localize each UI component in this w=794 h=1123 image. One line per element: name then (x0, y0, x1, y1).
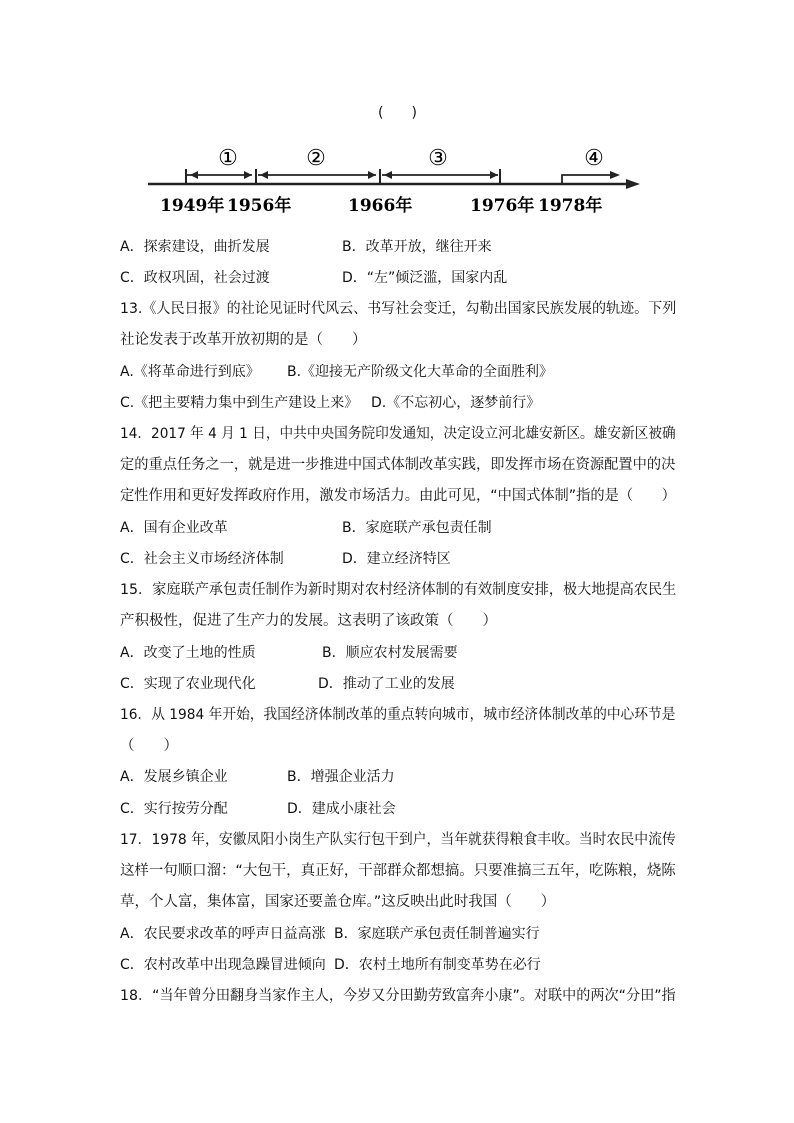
q14-option-b: B．家庭联产承包责任制 (342, 520, 492, 536)
timeline-figure (0, 0, 794, 230)
q17-option-b: B．家庭联产承包责任制普遍实行 (334, 926, 540, 942)
q15-option-c: C．实现了农业现代化 (120, 676, 256, 692)
period-1-left-arrow (190, 171, 198, 179)
q15-option-a: A．改变了土地的性质 (120, 645, 256, 661)
year-label-1956: 1956年 (227, 196, 292, 216)
period-4-span (562, 175, 612, 184)
period-4-label: ④ (584, 146, 604, 171)
q14-option-c: C．社会主义市场经济体制 (120, 551, 284, 567)
q15-stem-line-1: 15．家庭联产承包责任制作为新时期对农村经济体制的有效制度安排，极大地提高农民生 (120, 582, 677, 598)
year-label-1976: 1976年 (470, 196, 535, 216)
q17-stem-line-1: 17．1978 年，安徽凤阳小岗生产队实行包干到户，当年就获得粮食丰收。当时农民中流传 (120, 832, 676, 848)
q16-option-d: D．建成小康社会 (287, 801, 396, 817)
period-3-right-arrow (490, 171, 498, 179)
year-label-1966: 1966年 (348, 196, 413, 216)
period-3-label: ③ (428, 146, 448, 171)
q14-option-a: A．国有企业改革 (120, 520, 228, 536)
period-1-label: ① (218, 146, 238, 171)
q17-option-a: A．农民要求改革的呼声日益高涨 (120, 926, 326, 942)
q13-option-b: B.《迎接无产阶级文化大革命的全面胜利》 (287, 364, 554, 380)
period-2-right-arrow (368, 171, 376, 179)
q13-option-d: D.《不忘初心，逐梦前行》 (371, 395, 541, 411)
q15-stem-line-2: 产积极性，促进了生产力的发展。这表明了该政策（ ） (120, 613, 497, 629)
q12-option-c: C．政权巩固，社会过渡 (120, 270, 270, 286)
q14-option-d: D．建立经济特区 (342, 551, 451, 567)
q17-option-c: C．农村改革中出现急躁冒进倾向 (120, 957, 326, 973)
timeline-axis-arrowhead (626, 179, 640, 189)
q16-option-b: B．增强企业活力 (287, 769, 395, 785)
q12-answer-blank: ( ) (378, 105, 417, 121)
q16-option-c: C．实行按劳分配 (120, 801, 228, 817)
q13-option-c: C.《把主要精力集中到生产建设上来》 (120, 395, 359, 411)
q13-stem-line-1: 13.《人民日报》的社论见证时代风云、书写社会变迁，勾勒出国家民族发展的轨迹。下列 (120, 301, 677, 317)
year-label-1978: 1978年 (538, 196, 603, 216)
q12-option-d: D．“左”倾泛滥，国家内乱 (342, 270, 508, 286)
q15-option-b: B．顺应农村发展需要 (322, 645, 458, 661)
period-3-left-arrow (384, 171, 392, 179)
q12-option-b: B．改革开放，继往开来 (342, 239, 492, 255)
q16-stem-line-1: 16．从 1984 年开始，我国经济体制改革的重点转向城市，城市经济体制改革的中心环节是 (120, 707, 676, 723)
q13-stem-line-2: 社论发表于改革开放初期的是（ ） (120, 332, 367, 348)
q14-stem-line-2: 定的重点任务之一，就是进一步推进中国式体制改革实践，即发挥市场在资源配置中的决 (120, 457, 676, 473)
q12-option-a: A．探索建设，曲折发展 (120, 239, 270, 255)
q18-stem-line-1: 18．“当年曾分田翻身当家作主人，今岁又分田勤劳致富奔小康”。对联中的两次“分田”指 (120, 988, 676, 1004)
year-label-1949: 1949年 (160, 196, 225, 216)
q13-option-a: A.《将革命进行到底》 (120, 364, 260, 380)
q15-option-d: D．推动了工业的发展 (318, 676, 455, 692)
q17-option-d: D．农村土地所有制变革势在必行 (334, 957, 541, 973)
period-2-left-arrow (260, 171, 268, 179)
q16-stem-line-2: （ ） (120, 738, 178, 754)
period-4-right-arrow (610, 171, 620, 179)
q17-stem-line-2: 这样一句顺口溜：“大包干，真正好，干部群众都想搞。只要准搞三五年，吃陈粮，烧陈 (120, 863, 676, 879)
q14-stem-line-3: 定性作用和更好发挥政府作用，激发市场活力。由此可见，“中国式体制”指的是（ ） (120, 488, 676, 504)
q16-option-a: A．发展乡镇企业 (120, 769, 228, 785)
period-2-label: ② (306, 146, 326, 171)
q17-stem-line-3: 草，个人富，集体富，国家还要盖仓库。”这反映出此时我国（ ） (120, 894, 556, 910)
period-1-right-arrow (244, 171, 252, 179)
q14-stem-line-1: 14．2017 年 4 月 1 日，中共中央国务院印发通知，决定设立河北雄安新区。雄安新区被确 (120, 426, 676, 442)
